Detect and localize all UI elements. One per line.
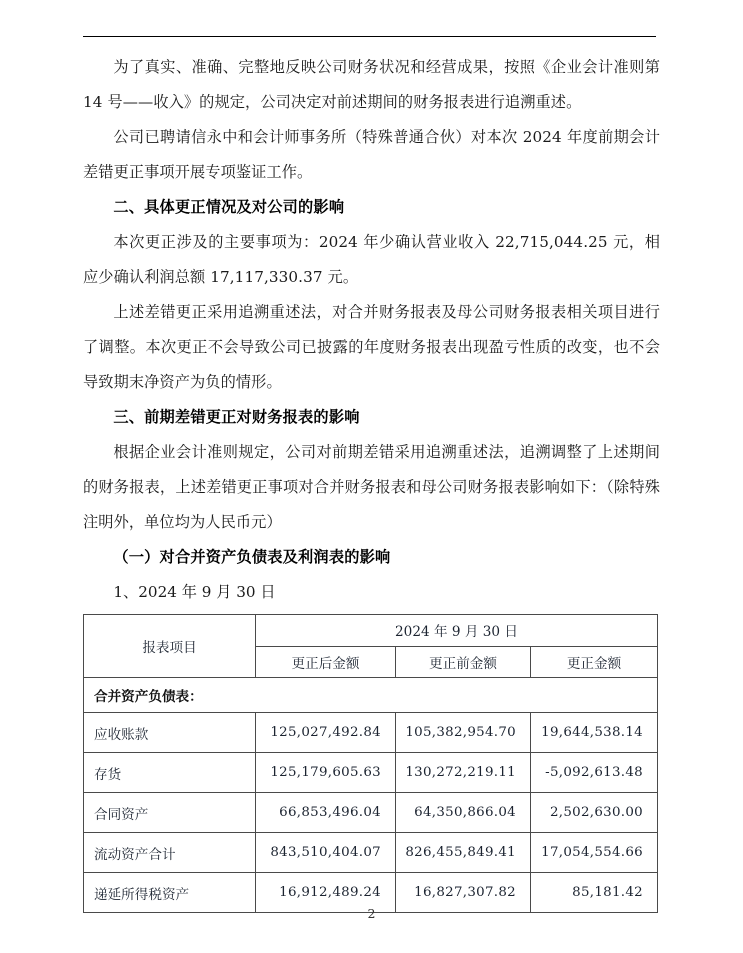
table-header-period-group: 2024 年 9 月 30 日 [256,615,658,647]
balance-sheet-impact-table [83,614,658,913]
section-heading-three: 三、前期差错更正对财务报表的影响 [113,408,360,426]
section-heading-two: 二、具体更正情况及对公司的影响 [113,198,345,216]
row-label: 存货 [84,753,256,793]
row-label: 合同资产 [84,793,256,833]
paragraph-restatement-basis: 为了真实、准确、完整地反映公司财务状况和经营成果，按照《企业会计准则第 14 号——收入》的规定，公司决定对前述期间的财务报表进行追溯重述。 [83,58,660,111]
page-number: 2 [367,906,376,921]
table-body [84,678,658,913]
table-row [84,713,658,753]
row-amount-delta: 19,644,538.14 [531,713,658,753]
row-amount-before: 16,827,307.82 [396,873,531,913]
table-header-amount-after: 更正后金额 [256,646,396,678]
row-amount-before: 64,350,866.04 [396,793,531,833]
row-amount-after: 843,510,404.07 [256,833,396,873]
row-amount-before: 105,382,954.70 [396,713,531,753]
table-row [84,833,658,873]
row-amount-delta: -5,092,613.48 [531,753,658,793]
table-header-item-column: 报表项目 [84,615,256,678]
table-section-label: 合并资产负债表： [84,678,658,713]
row-amount-after: 16,912,489.24 [256,873,396,913]
table-header-row-top [84,615,658,647]
subsection-heading-one: （一）对合并资产负债表及利润表的影响 [113,548,391,566]
paragraph-impact-overview: 根据企业会计准则规定，公司对前期差错采用追溯重述法，追溯调整了上述期间的财务报表，上述差错更正事项对合并财务报表和母公司财务报表影响如下：（除特殊注明外，单位均为人民币元） [83,443,660,531]
row-amount-after: 125,179,605.63 [256,753,396,793]
paragraph-retrospective-adjustment: 上述差错更正采用追溯重述法，对合并财务报表及母公司财务报表相关项目进行了调整。本次更正不会导致公司已披露的年度财务报表出现盈亏性质的改变，也不会导致期末净资产为负的情形。 [83,303,660,391]
row-amount-delta: 2,502,630.00 [531,793,658,833]
row-amount-before: 826,455,849.41 [396,833,531,873]
table-header-amount-delta: 更正金额 [531,646,658,678]
row-amount-after: 125,027,492.84 [256,713,396,753]
document-body [83,50,660,913]
paragraph-correction-amounts: 本次更正涉及的主要事项为：2024 年少确认营业收入 22,715,044.25 元，相应少确认利润总额 17,117,330.37 元。 [83,233,660,286]
table-section-row [84,678,658,713]
paragraph-auditor-engagement: 公司已聘请信永中和会计师事务所（特殊普通合伙）对本次 2024 年度前期会计差错更正事项开展专项鉴证工作。 [83,128,660,181]
table-row [84,753,658,793]
row-label: 递延所得税资产 [84,873,256,913]
table-caption-date: 1、2024 年 9 月 30 日 [113,583,276,601]
row-label: 应收账款 [84,713,256,753]
row-amount-after: 66,853,496.04 [256,793,396,833]
row-label: 流动资产合计 [84,833,256,873]
table-header-amount-before: 更正前金额 [396,646,531,678]
row-amount-delta: 85,181.42 [531,873,658,913]
table-row [84,793,658,833]
row-amount-delta: 17,054,554.66 [531,833,658,873]
table-header [84,615,658,678]
row-amount-before: 130,272,219.11 [396,753,531,793]
header-divider-rule [83,36,656,37]
